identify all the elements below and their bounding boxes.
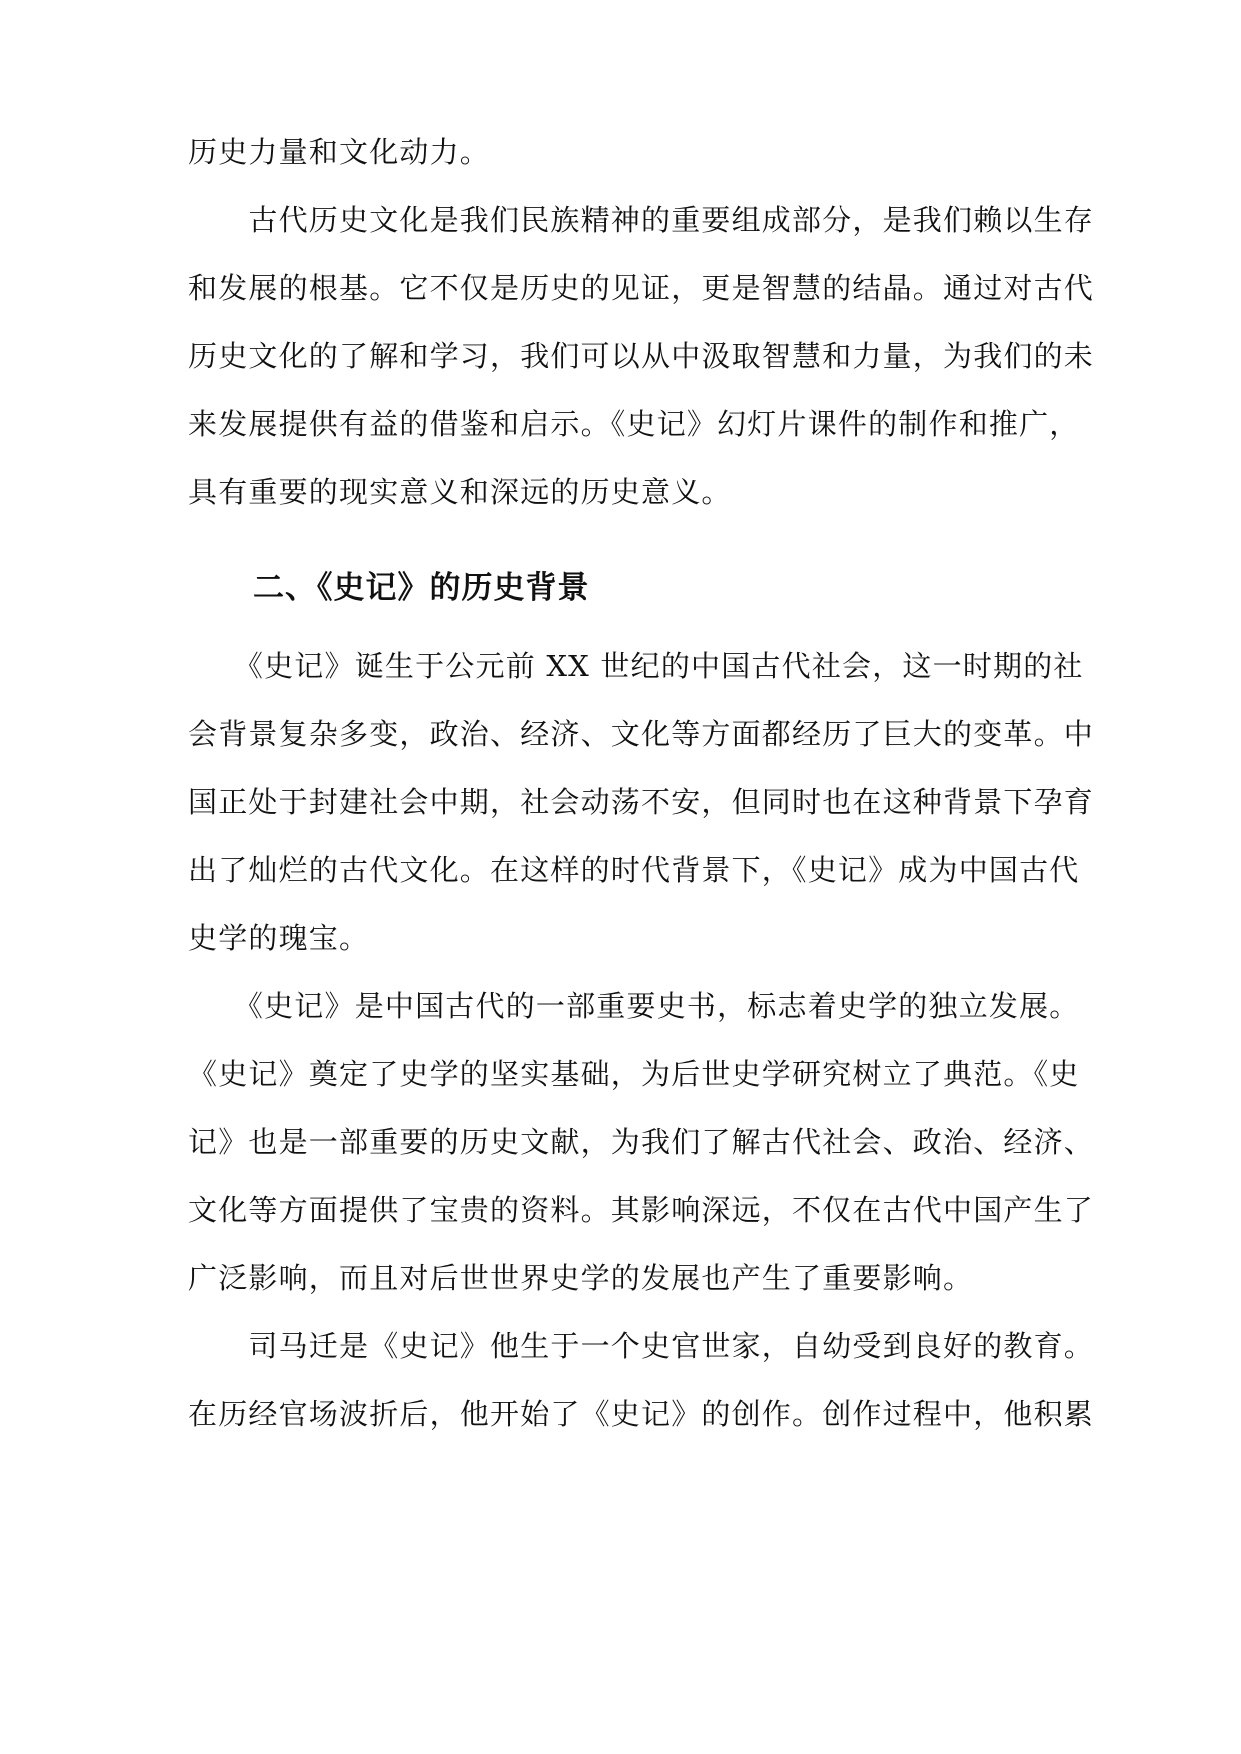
paragraph-line: 具有重要的现实意义和深远的历史意义。 <box>188 475 732 509</box>
paragraph-line: 《史记》奠定了史学的坚实基础，为后世史学研究树立了典范。《史 <box>188 1057 1080 1091</box>
paragraph-line: 文化等方面提供了宝贵的资料。其影响深远，不仅在古代中国产生了 <box>188 1193 1095 1227</box>
paragraph-line: 记》也是一部重要的历史文献，为我们了解古代社会、政治、经济、 <box>188 1125 1095 1159</box>
paragraph-line: 在历经官场波折后，他开始了《史记》的创作。创作过程中，他积累 <box>188 1397 1095 1431</box>
section-heading: 二、《史记》的历史背景 <box>253 570 590 606</box>
paragraph-line: 司马迁是《史记》他生于一个史官世家，自幼受到良好的教育。 <box>188 1329 1095 1363</box>
paragraph-line: 广泛影响，而且对后世世界史学的发展也产生了重要影响。 <box>188 1261 974 1295</box>
paragraph-line: 来发展提供有益的借鉴和启示。《史记》幻灯片课件的制作和推广， <box>188 407 1080 441</box>
paragraph-line: 会背景复杂多变，政治、经济、文化等方面都经历了巨大的变革。中 <box>188 717 1095 751</box>
paragraph-line: 《史记》诞生于公元前 XX 世纪的中国古代社会，这一时期的社 <box>188 649 1084 683</box>
paragraph-line: 出了灿烂的古代文化。在这样的时代背景下，《史记》成为中国古代 <box>188 853 1080 887</box>
paragraph-line: 《史记》是中国古代的一部重要史书，标志着史学的独立发展。 <box>188 989 1080 1023</box>
paragraph-line: 史学的瑰宝。 <box>188 921 370 955</box>
paragraph-line: 历史力量和文化动力。 <box>188 135 491 169</box>
paragraph-line: 古代历史文化是我们民族精神的重要组成部分，是我们赖以生存 <box>188 203 1095 237</box>
paragraph-line: 历史文化的了解和学习，我们可以从中汲取智慧和力量，为我们的未 <box>188 339 1095 373</box>
paragraph-line: 和发展的根基。它不仅是历史的见证，更是智慧的结晶。通过对古代 <box>188 271 1095 305</box>
paragraph-line: 国正处于封建社会中期，社会动荡不安，但同时也在这种背景下孕育 <box>188 785 1095 819</box>
